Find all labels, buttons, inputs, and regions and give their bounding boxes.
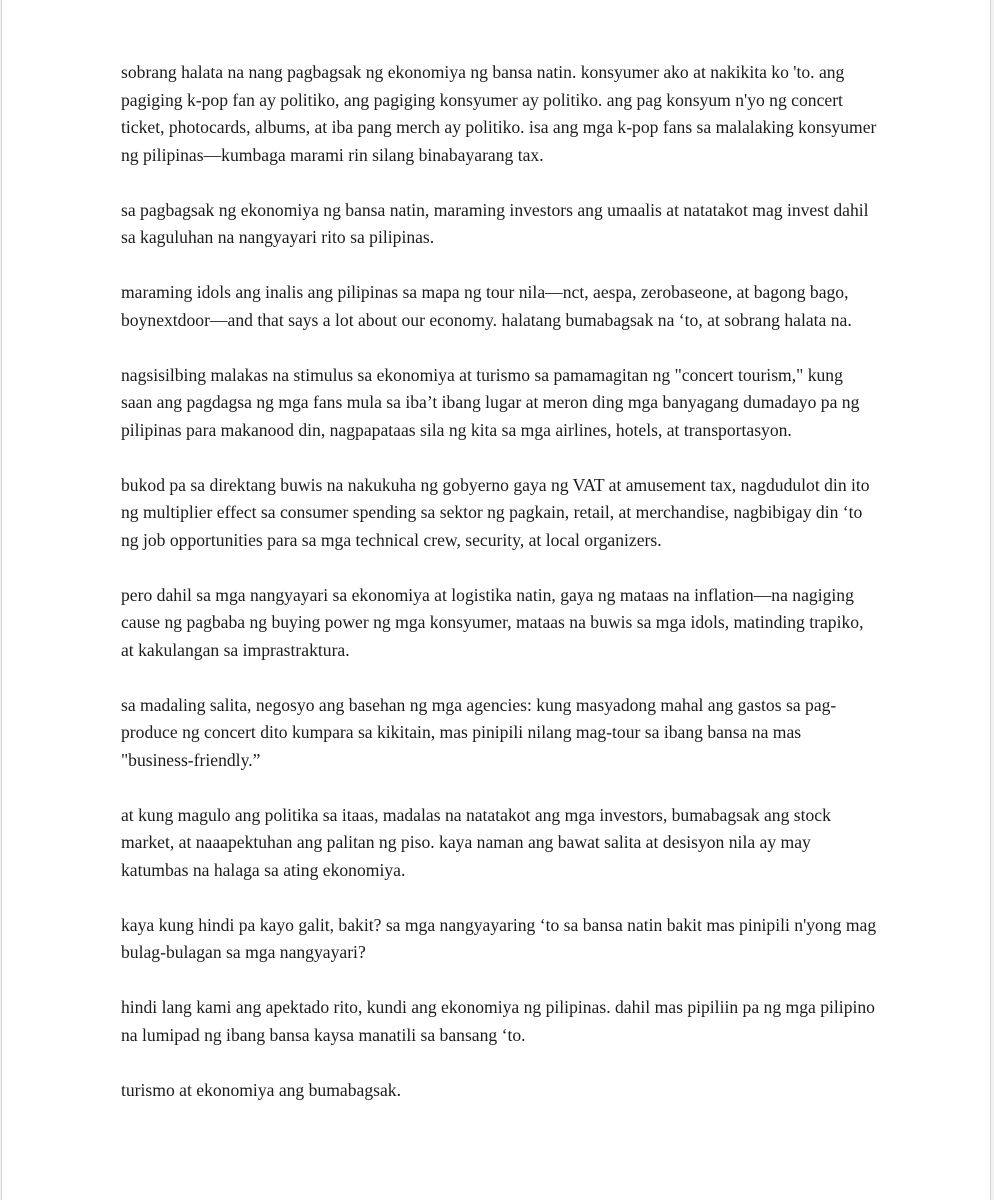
paragraph-2: sa pagbagsak ng ekonomiya ng bansa natin, maraming investors ang umaalis at natatakot mag invest dahil sa kaguluhan na nangyayari rito sa pilipinas. (121, 199, 869, 247)
paragraph-7: sa madaling salita, negosyo ang basehan ng mga agencies: kung masyadong mahal ang gastos sa pag-produce ng concert dito kumpara sa kikitain, mas pinipili nilang mag-tour sa ibang bansa na mas "business-friendly.” (121, 694, 837, 770)
paragraph-3: maraming idols ang inalis ang pilipinas sa mapa ng tour nila—nct, aespa, zerobaseone, at bagong bago, boynextdoor—and that says a lot about our economy. halatang bumabagsak na ‘to, at sobrang halata na. (121, 282, 852, 330)
document-page (1, 0, 991, 1200)
paragraph-9: kaya kung hindi pa kayo galit, bakit? sa mga nangyayaring ‘to sa bansa natin bakit mas pinipili n'yong mag bulag-bulagan sa mga nangyayari? (121, 914, 877, 962)
paragraph-5: bukod pa sa direktang buwis na nakukuha ng gobyerno gaya ng VAT at amusement tax, nagdudulot din ito ng multiplier effect sa consumer spending sa sektor ng pagkain, retail, at merchandise, nagbibigay din ‘to ng job opportunities para sa mga technical crew, security, at local organizers. (121, 474, 870, 550)
paragraph-11: turismo at ekonomiya ang bumabagsak. (121, 1079, 401, 1100)
document-body (121, 59, 877, 1132)
paragraph-10: hindi lang kami ang apektado rito, kundi ang ekonomiya ng pilipinas. dahil mas pipiliin pa ng mga pilipino na lumipad ng ibang bansa kaysa manatili sa bansang ‘to. (121, 997, 875, 1045)
paragraph-8: at kung magulo ang politika sa itaas, madalas na natatakot ang mga investors, bumabagsak ang stock market, at naaapektuhan ang palitan ng piso. kaya naman ang bawat salita at desisyon nila ay may katumbas na halaga sa ating ekonomiya. (121, 804, 831, 880)
paragraph-4: nagsisilbing malakas na stimulus sa ekonomiya at turismo sa pamamagitan ng "concert tourism," kung saan ang pagdagsa ng mga fans mula sa iba’t ibang lugar at meron ding mga banyagang dumadayo pa ng pilipinas para makanood din, nagpapataas sila ng kita sa mga airlines, hotels, at transportasyon. (121, 364, 860, 440)
paragraph-1: sobrang halata na nang pagbagsak ng ekonomiya ng bansa natin. konsyumer ako at nakikita ko 'to. ang pagiging k-pop fan ay politiko, ang pagiging konsyumer ay politiko. ang pag konsyum n'yo ng concert ticket, photocards, albums, at iba pang merch ay politiko. isa ang mga k-pop fans sa malalaking konsyumer ng pilipinas—kumbaga marami rin silang binabayarang tax. (121, 62, 877, 165)
paragraph-6: pero dahil sa mga nangyayari sa ekonomiya at logistika natin, gaya ng mataas na inflation—na nagiging cause ng pagbaba ng buying power ng mga konsyumer, mataas na buwis sa mga idols, matinding trapiko, at kakulangan sa imprastraktura. (121, 584, 864, 660)
